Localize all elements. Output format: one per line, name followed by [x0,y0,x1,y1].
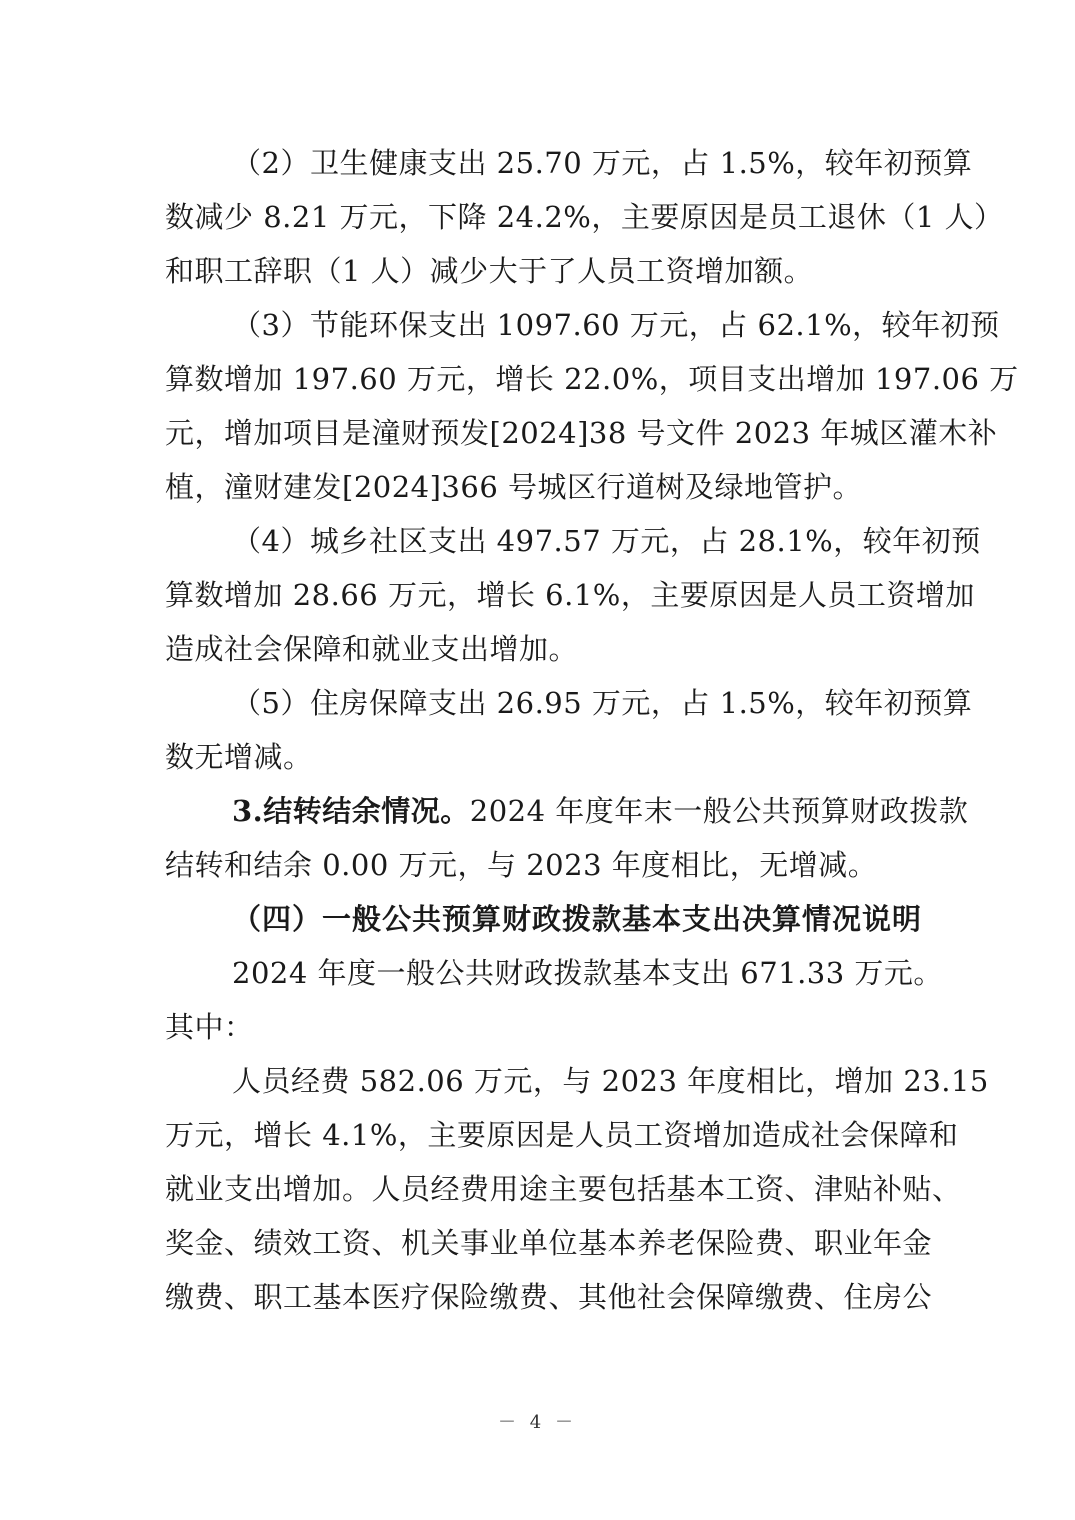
paragraph-environment-line-2: 算数增加 197.60 万元，增长 22.0%，项目支出增加 197.06 万 [165,362,1019,396]
paragraph-personnel-line-2: 万元，增长 4.1%，主要原因是人员工资增加造成社会保障和 [165,1118,959,1152]
paragraph-personnel-line-3: 就业支出增加。人员经费用途主要包括基本工资、津贴补贴、 [165,1172,962,1206]
carryover-heading: 3.结转结余情况。 [232,794,470,828]
paragraph-personnel-line-4: 奖金、绩效工资、机关事业单位基本养老保险费、职业年金 [165,1226,933,1260]
paragraph-basic-line-1: 2024 年度一般公共财政拨款基本支出 671.33 万元。 [232,956,943,990]
paragraph-environment-line-1: （3）节能环保支出 1097.60 万元，占 62.1%，较年初预 [232,308,1000,342]
paragraph-housing-line-2: 数无增减。 [165,740,313,774]
page-number: － 4 － [498,1412,577,1433]
paragraph-health-line-1: （2）卫生健康支出 25.70 万元，占 1.5%，较年初预算 [232,146,973,180]
paragraph-personnel-line-1: 人员经费 582.06 万元，与 2023 年度相比，增加 23.15 [232,1064,989,1098]
paragraph-community-line-2: 算数增加 28.66 万元，增长 6.1%，主要原因是人员工资增加 [165,578,975,612]
paragraph-environment-line-3: 元，增加项目是潼财预发[2024]38 号文件 2023 年城区灌木补 [165,416,998,450]
paragraph-environment-line-4: 植，潼财建发[2024]366 号城区行道树及绿地管护。 [165,470,863,504]
paragraph-personnel-line-5: 缴费、职工基本医疗保险缴费、其他社会保障缴费、住房公 [165,1280,933,1314]
paragraph-health-line-3: 和职工辞职（1 人）减少大于了人员工资增加额。 [165,254,814,288]
carryover-text: 2024 年度年末一般公共预算财政拨款 [469,794,969,828]
paragraph-carryover-line-1 [232,791,969,831]
paragraph-carryover-line-2: 结转和结余 0.00 万元，与 2023 年度相比，无增减。 [165,848,878,882]
paragraph-community-line-3: 造成社会保障和就业支出增加。 [165,632,579,666]
paragraph-housing-line-1: （5）住房保障支出 26.95 万元，占 1.5%，较年初预算 [232,686,973,720]
paragraph-health-line-2: 数减少 8.21 万元，下降 24.2%，主要原因是员工退休（1 人） [165,200,1004,234]
paragraph-basic-line-2: 其中： [165,1010,254,1044]
paragraph-community-line-1: （4）城乡社区支出 497.57 万元，占 28.1%，较年初预 [232,524,981,558]
section-heading: （四）一般公共预算财政拨款基本支出决算情况说明 [232,902,923,936]
